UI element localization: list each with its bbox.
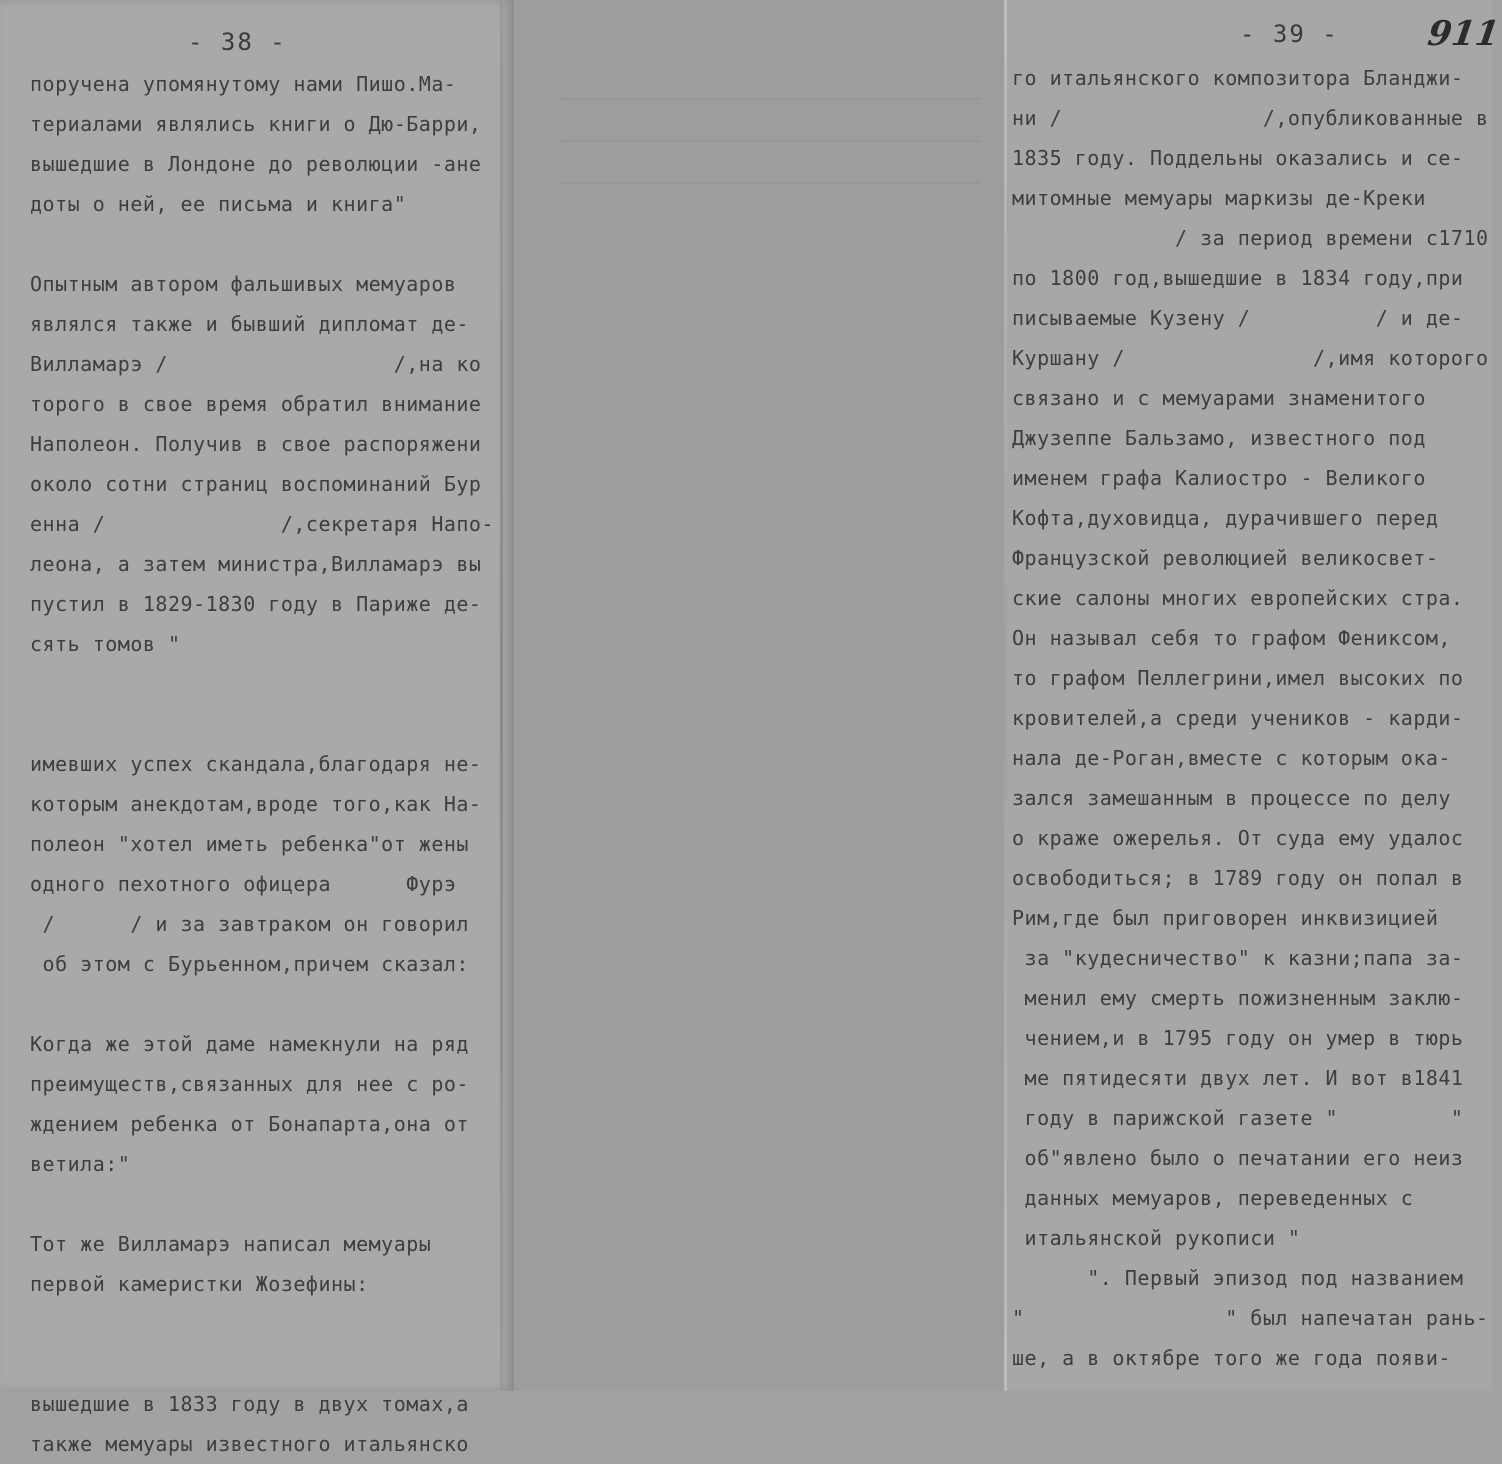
text-line: итальянской рукописи ": [1012, 1226, 1301, 1250]
text-line: / / и за завтраком он говорил: [30, 912, 469, 936]
text-line: [30, 1184, 510, 1224]
text-line: менил ему смерть пожизненным заклю-: [1012, 986, 1464, 1010]
text-line: вышедшие в 1833 году в двух томах,а: [30, 1392, 469, 1416]
text-line: 1835 году. Поддельны оказались и се-: [1012, 146, 1464, 170]
text-line: Французской революцией великосвет-: [1012, 546, 1439, 570]
text-line: Он называл себя то графом Фениксом,: [1012, 626, 1451, 650]
text-line: ские салоны многих европейских стра.: [1012, 586, 1464, 610]
text-line: доты о ней, ее письма и книга": [30, 192, 407, 216]
text-line: преимуществ,связанных для нее с ро-: [30, 1072, 469, 1096]
text-line: ждением ребенка от Бонапарта,она от: [30, 1112, 469, 1136]
bleed-through-text: [560, 70, 980, 210]
text-line: году в парижской газете " ": [1012, 1106, 1464, 1130]
text-line: около сотни страниц воспоминаний Бур: [30, 472, 482, 496]
text-line: одного пехотного офицера Фурэ: [30, 872, 457, 896]
page-number-left: - 38 -: [188, 28, 287, 56]
text-line: за "кудесничество" к казни;папа за-: [1012, 946, 1464, 970]
text-line: об"явлено было о печатании его неиз: [1012, 1146, 1464, 1170]
text-line: Куршану / /,имя которого: [1012, 346, 1489, 370]
text-line: о краже ожерелья. От суда ему удалос: [1012, 826, 1464, 850]
text-line: данных мемуаров, переведенных с: [1012, 1186, 1414, 1210]
text-line: освободиться; в 1789 году он попал в: [1012, 866, 1464, 890]
text-line: писываемые Кузену / / и де-: [1012, 306, 1464, 330]
text-line: нала де-Роган,вместе с которым ока-: [1012, 746, 1451, 770]
text-line: ше, а в октябре того же года появи-: [1012, 1346, 1451, 1370]
text-line: кровителей,а среди учеников - карди-: [1012, 706, 1464, 730]
text-line: " " был напечатан рань-: [1012, 1306, 1489, 1330]
text-line: также мемуары известного итальянско: [30, 1432, 469, 1456]
text-line: го итальянского композитора Бланджи-: [1012, 66, 1464, 90]
page-fold: [1004, 0, 1007, 1391]
text-line: зался замешанным в процессе по делу: [1012, 786, 1451, 810]
text-line: Когда же этой даме намекнули на ряд: [30, 1032, 469, 1056]
page-number-right: - 39 -: [1240, 20, 1339, 48]
text-line: [30, 984, 510, 1024]
text-line: первой камеристки Жозефины:: [30, 1272, 369, 1296]
text-line: Наполеон. Получив в свое распоряжени: [30, 432, 482, 456]
text-line: [30, 1344, 510, 1384]
text-line: Вилламарэ / /,на ко: [30, 352, 482, 376]
text-line: вышедшие в Лондоне до революции -ане: [30, 152, 482, 176]
text-line: митомные мемуары маркизы де-Креки: [1012, 186, 1426, 210]
text-line: чением,и в 1795 году он умер в тюрь: [1012, 1026, 1464, 1050]
text-line: [30, 224, 510, 264]
text-line: [30, 704, 510, 744]
text-line: которым анекдотам,вроде того,как На-: [30, 792, 482, 816]
text-line: ни / /,опубликованные в: [1012, 106, 1489, 130]
left-page-text: [30, 64, 510, 1464]
text-line: енна / /,секретаря Напо-: [30, 512, 495, 536]
text-line: [30, 664, 510, 704]
text-line: являлся также и бывший дипломат де-: [30, 312, 469, 336]
text-line: ". Первый эпизод под названием: [1012, 1266, 1464, 1290]
text-line: полеон "хотел иметь ребенка"от жены: [30, 832, 469, 856]
text-line: ветила:": [30, 1152, 131, 1176]
text-line: связано и с мемуарами знаменитого: [1012, 386, 1426, 410]
text-line: териалами являлись книги о Дю-Барри,: [30, 112, 482, 136]
archive-folio-mark: 911: [1425, 14, 1502, 54]
text-line: ме пятидесяти двух лет. И вот в1841: [1012, 1066, 1464, 1090]
text-line: Кофта,духовидца, дурачившего перед: [1012, 506, 1439, 530]
text-line: об этом с Бурьенном,причем сказал:: [30, 952, 469, 976]
text-line: Тот же Вилламарэ написал мемуары: [30, 1232, 432, 1256]
text-line: поручена упомянутому нами Пишо.Ма-: [30, 72, 457, 96]
text-line: пустил в 1829-1830 году в Париже де-: [30, 592, 482, 616]
right-page-text: [1012, 58, 1492, 1378]
text-line: леона, а затем министра,Вилламарэ вы: [30, 552, 482, 576]
text-line: Опытным автором фальшивых мемуаров: [30, 272, 457, 296]
text-line: Джузеппе Бальзамо, известного под: [1012, 426, 1426, 450]
text-line: Рим,где был приговорен инквизицией: [1012, 906, 1439, 930]
text-line: / за период времени с1710: [1012, 226, 1489, 250]
text-line: торого в свое время обратил внимание: [30, 392, 482, 416]
text-line: именем графа Калиостро - Великого: [1012, 466, 1426, 490]
text-line: [30, 1304, 510, 1344]
text-line: по 1800 год,вышедшие в 1834 году,при: [1012, 266, 1464, 290]
text-line: то графом Пеллегрини,имел высоких по: [1012, 666, 1464, 690]
text-line: сять томов ": [30, 632, 181, 656]
text-line: имевших успех скандала,благодаря не-: [30, 752, 482, 776]
